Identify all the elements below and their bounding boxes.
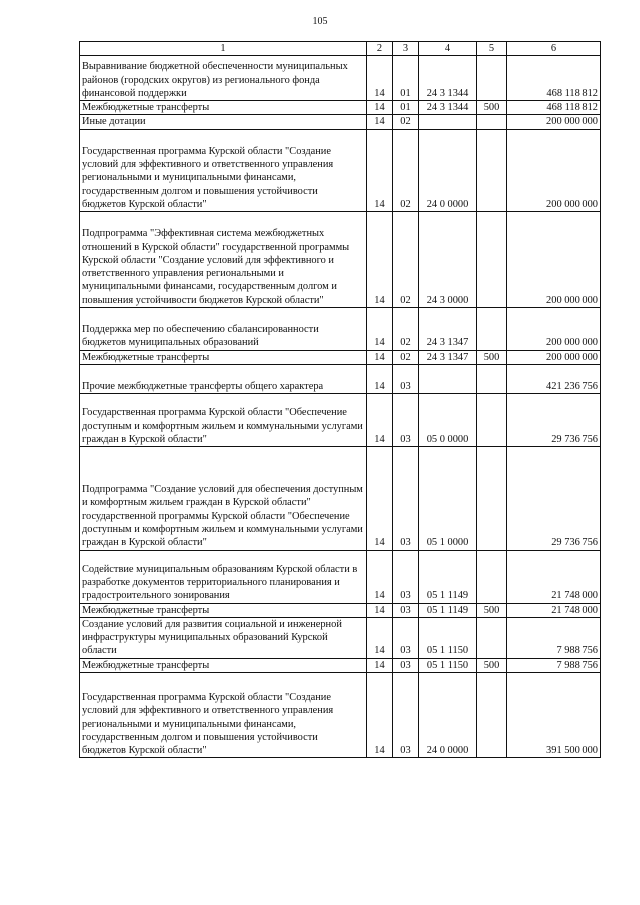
table-row <box>80 617 601 658</box>
row-amount: 200 000 000 <box>507 308 601 351</box>
column-header-amount: 6 <box>507 42 601 56</box>
row-target-code: 24 3 1347 <box>419 308 477 351</box>
row-amount: 468 118 812 <box>507 101 601 115</box>
row-subsection: 03 <box>393 617 419 658</box>
table-row <box>80 129 601 211</box>
row-amount: 21 748 000 <box>507 603 601 617</box>
table-row <box>80 212 601 308</box>
row-amount: 200 000 000 <box>507 212 601 308</box>
row-expense-type <box>477 447 507 550</box>
column-header-section: 2 <box>367 42 393 56</box>
row-target-code: 24 3 1344 <box>419 56 477 101</box>
row-section: 14 <box>367 658 393 672</box>
row-section: 14 <box>367 101 393 115</box>
row-subsection: 03 <box>393 672 419 757</box>
row-target-code: 24 0 0000 <box>419 672 477 757</box>
row-section: 14 <box>367 394 393 447</box>
row-name: Межбюджетные трансферты <box>80 658 367 672</box>
table-row <box>80 394 601 447</box>
row-target-code <box>419 115 477 129</box>
row-target-code: 05 1 1149 <box>419 603 477 617</box>
row-name: Поддержка мер по обеспечению сбалансированности бюджетов муниципальных образований <box>80 308 367 351</box>
row-expense-type: 500 <box>477 350 507 364</box>
row-expense-type <box>477 672 507 757</box>
row-amount: 200 000 000 <box>507 350 601 364</box>
row-amount: 29 736 756 <box>507 394 601 447</box>
table-row <box>80 56 601 101</box>
row-section: 14 <box>367 56 393 101</box>
row-amount: 391 500 000 <box>507 672 601 757</box>
row-expense-type <box>477 129 507 211</box>
row-name: Выравнивание бюджетной обеспеченности муниципальных районов (городских округов) из регионального фонда финансовой поддержки <box>80 56 367 101</box>
row-target-code: 05 1 1149 <box>419 550 477 603</box>
row-name: Межбюджетные трансферты <box>80 101 367 115</box>
row-amount: 7 988 756 <box>507 617 601 658</box>
row-section: 14 <box>367 115 393 129</box>
row-subsection: 03 <box>393 603 419 617</box>
row-target-code: 05 0 0000 <box>419 394 477 447</box>
page-number: 105 <box>312 16 328 27</box>
row-expense-type <box>477 56 507 101</box>
row-name: Иные дотации <box>80 115 367 129</box>
row-target-code: 05 1 1150 <box>419 617 477 658</box>
row-expense-type <box>477 308 507 351</box>
row-section: 14 <box>367 129 393 211</box>
row-name: Создание условий для развития социальной и инженерной инфраструктуры муниципальных образований Курской области <box>80 617 367 658</box>
row-amount: 200 000 000 <box>507 129 601 211</box>
row-name: Прочие межбюджетные трансферты общего характера <box>80 364 367 393</box>
column-header-target-code: 4 <box>419 42 477 56</box>
table-row <box>80 672 601 757</box>
row-expense-type: 500 <box>477 658 507 672</box>
row-target-code: 24 3 0000 <box>419 212 477 308</box>
row-section: 14 <box>367 672 393 757</box>
row-subsection: 01 <box>393 56 419 101</box>
row-name: Государственная программа Курской области "Создание условий для эффективного и ответственного управления региональными и муниципальными финансами, государственным долгом и повышения устойчивости бюджетов Курской области" <box>80 672 367 757</box>
budget-table <box>79 41 601 758</box>
row-expense-type <box>477 617 507 658</box>
row-amount: 21 748 000 <box>507 550 601 603</box>
row-subsection: 03 <box>393 658 419 672</box>
row-expense-type <box>477 550 507 603</box>
row-amount: 200 000 000 <box>507 115 601 129</box>
row-target-code: 24 3 1344 <box>419 101 477 115</box>
row-expense-type <box>477 212 507 308</box>
row-name: Содействие муниципальным образованиям Курской области в разработке документов территориального планирования и градостроительного зонирования <box>80 550 367 603</box>
table-row <box>80 603 601 617</box>
row-amount: 468 118 812 <box>507 56 601 101</box>
table-row <box>80 308 601 351</box>
table-row <box>80 115 601 129</box>
row-subsection: 03 <box>393 364 419 393</box>
row-name: Подпрограмма "Создание условий для обеспечения доступным и комфортным жильем граждан в Курской области" государственной программы Курской области "Обеспечение доступным и комфортным жильем и коммунальными услугами граждан в Курской области" <box>80 447 367 550</box>
table-row <box>80 550 601 603</box>
row-section: 14 <box>367 617 393 658</box>
row-subsection: 02 <box>393 129 419 211</box>
row-expense-type <box>477 364 507 393</box>
row-target-code: 05 1 1150 <box>419 658 477 672</box>
row-name: Государственная программа Курской области "Создание условий для эффективного и ответственного управления региональными и муниципальными финансами, государственным долгом и повышения устойчивости бюджетов Курской области" <box>80 129 367 211</box>
row-amount: 421 236 756 <box>507 364 601 393</box>
row-section: 14 <box>367 212 393 308</box>
row-subsection: 02 <box>393 212 419 308</box>
row-name: Подпрограмма "Эффективная система межбюджетных отношений в Курской области" государственной программы Курской области "Создание условий для эффективного и ответственного управления региональными и муниципальными финансами, государственным долгом и повышения устойчивости бюджетов Курской области" <box>80 212 367 308</box>
row-subsection: 02 <box>393 115 419 129</box>
row-target-code: 24 3 1347 <box>419 350 477 364</box>
row-name: Государственная программа Курской области "Обеспечение доступным и комфортным жильем и коммунальными услугами граждан в Курской области" <box>80 394 367 447</box>
row-section: 14 <box>367 447 393 550</box>
row-section: 14 <box>367 603 393 617</box>
column-header-name: 1 <box>80 42 367 56</box>
row-expense-type <box>477 394 507 447</box>
row-subsection: 02 <box>393 350 419 364</box>
row-section: 14 <box>367 364 393 393</box>
row-section: 14 <box>367 550 393 603</box>
row-target-code: 24 0 0000 <box>419 129 477 211</box>
table-row <box>80 447 601 550</box>
row-subsection: 02 <box>393 308 419 351</box>
row-subsection: 03 <box>393 394 419 447</box>
row-expense-type: 500 <box>477 603 507 617</box>
table-header-row <box>80 42 601 56</box>
table-row <box>80 101 601 115</box>
row-name: Межбюджетные трансферты <box>80 603 367 617</box>
row-target-code <box>419 364 477 393</box>
column-header-expense-type: 5 <box>477 42 507 56</box>
row-target-code: 05 1 0000 <box>419 447 477 550</box>
row-name: Межбюджетные трансферты <box>80 350 367 364</box>
row-subsection: 03 <box>393 550 419 603</box>
row-expense-type <box>477 115 507 129</box>
row-subsection: 01 <box>393 101 419 115</box>
column-header-subsection: 3 <box>393 42 419 56</box>
table-row <box>80 350 601 364</box>
row-section: 14 <box>367 350 393 364</box>
row-subsection: 03 <box>393 447 419 550</box>
row-expense-type: 500 <box>477 101 507 115</box>
row-amount: 29 736 756 <box>507 447 601 550</box>
row-amount: 7 988 756 <box>507 658 601 672</box>
table-row <box>80 658 601 672</box>
table-row <box>80 364 601 393</box>
row-section: 14 <box>367 308 393 351</box>
